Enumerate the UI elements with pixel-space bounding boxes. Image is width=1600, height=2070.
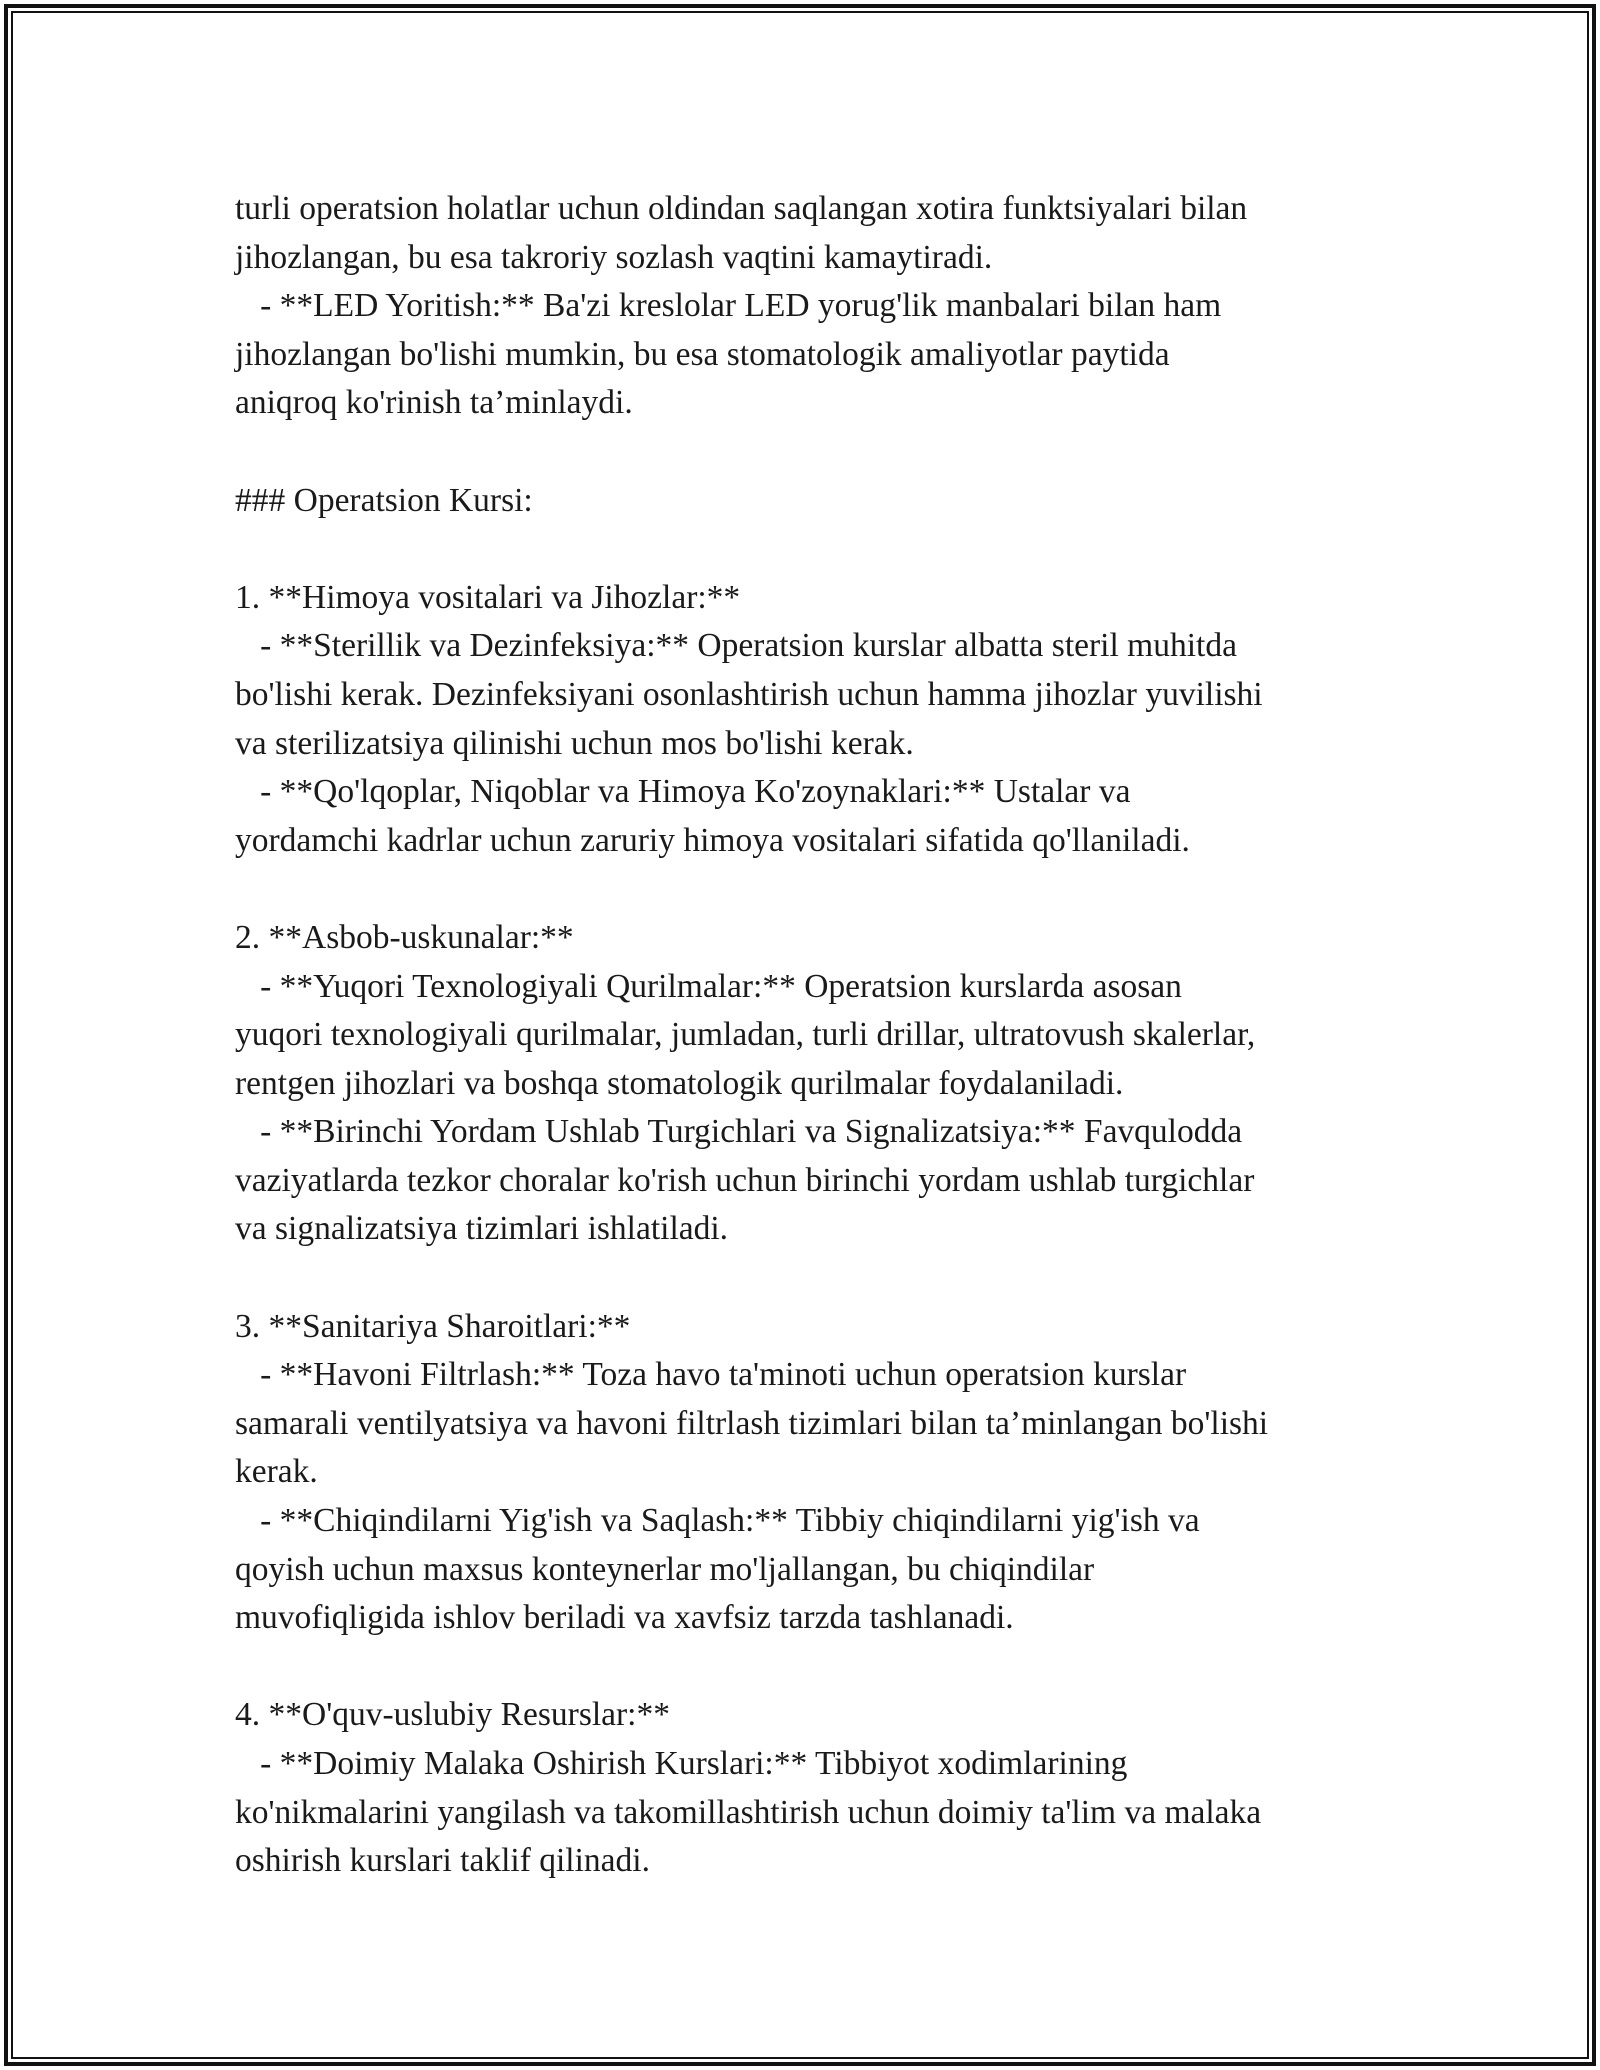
text-line: rentgen jihozlari va boshqa stomatologik qurilmalar foydalaniladi. <box>235 1064 1124 1102</box>
text-line: - **Sterillik va Dezinfeksiya:** Operatsion kurslar albatta steril muhitda <box>235 627 1237 665</box>
text-line: - **Qo'lqoplar, Niqoblar va Himoya Ko'zoynaklari:** Ustalar va <box>235 773 1131 811</box>
text-line: aniqroq ko'rinish ta’minlaydi. <box>235 384 633 422</box>
text-line: va signalizatsiya tizimlari ishlatiladi. <box>235 1210 729 1248</box>
blank-line <box>235 428 1375 477</box>
text-line: muvofiqligida ishlov beriladi va xavfsiz tarzda tashlanadi. <box>235 1599 1014 1637</box>
list-item-heading: 1. **Himoya vositalari va Jihozlar:** <box>235 578 741 616</box>
text-line: - **LED Yoritish:** Ba'zi kreslolar LED yorug'lik manbalari bilan ham <box>235 287 1222 325</box>
blank-line <box>235 1643 1375 1692</box>
text-line: jihozlangan, bu esa takroriy sozlash vaqtini kamaytiradi. <box>235 238 993 276</box>
text-line: ko'nikmalarini yangilash va takomillashtirish uchun doimiy ta'lim va malaka <box>235 1793 1262 1831</box>
document-body <box>235 185 1375 1886</box>
list-item-heading: 4. **O'quv-uslubiy Resurslar:** <box>235 1696 670 1734</box>
text-line: kerak. <box>235 1453 318 1491</box>
text-line: va sterilizatsiya qilinishi uchun mos bo'lishi kerak. <box>235 724 914 762</box>
text-line: - **Havoni Filtrlash:** Toza havo ta'minoti uchun operatsion kurslar <box>235 1356 1187 1394</box>
text-line: oshirish kurslari taklif qilinadi. <box>235 1842 650 1880</box>
text-line: turli operatsion holatlar uchun oldindan saqlangan xotira funktsiyalari bilan <box>235 190 1248 227</box>
blank-line <box>235 865 1375 914</box>
text-line: - **Yuqori Texnologiyali Qurilmalar:** Operatsion kurslarda asosan <box>235 967 1182 1005</box>
list-item-heading: 3. **Sanitariya Sharoitlari:** <box>235 1307 631 1345</box>
list-item-heading: 2. **Asbob-uskunalar:** <box>235 918 574 956</box>
section-heading: ### Operatsion Kursi: <box>235 481 533 519</box>
text-line: samarali ventilyatsiya va havoni filtrlash tizimlari bilan ta’minlangan bo'lishi <box>235 1404 1269 1442</box>
text-line: yordamchi kadrlar uchun zaruriy himoya vositalari sifatida qo'llaniladi. <box>235 821 1190 859</box>
text-line: - **Birinchi Yordam Ushlab Turgichlari va Signalizatsiya:** Favqulodda <box>235 1113 1243 1151</box>
text-line: yuqori texnologiyali qurilmalar, jumladan, turli drillar, ultratovush skalerlar, <box>235 1016 1256 1054</box>
blank-line <box>235 1254 1375 1303</box>
text-line: - **Doimiy Malaka Oshirish Kurslari:** Tibbiyot xodimlarining <box>235 1745 1128 1782</box>
blank-line <box>235 525 1375 574</box>
text-line: jihozlangan bo'lishi mumkin, bu esa stomatologik amaliyotlar paytida <box>235 335 1170 373</box>
text-line: vaziyatlarda tezkor choralar ko'rish uchun birinchi yordam ushlab turgichlar <box>235 1161 1255 1199</box>
text-line: bo'lishi kerak. Dezinfeksiyani osonlashtirish uchun hamma jihozlar yuvilishi <box>235 675 1263 713</box>
text-line: qoyish uchun maxsus konteynerlar mo'ljallangan, bu chiqindilar <box>235 1550 1095 1588</box>
text-line: - **Chiqindilarni Yig'ish va Saqlash:** Tibbiy chiqindilarni yig'ish va <box>235 1502 1200 1540</box>
